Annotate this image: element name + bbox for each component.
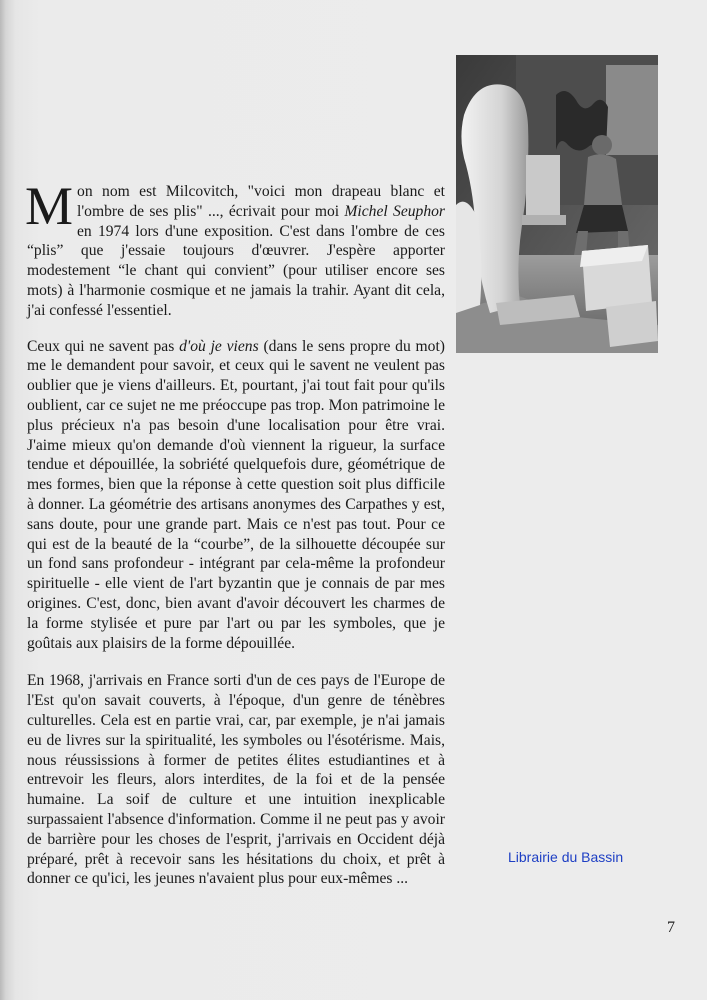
- paragraph-origins-text-1: Ceux qui ne savent pas: [27, 337, 180, 355]
- paragraph-arrival-text: En 1968, j'arrivais en France sorti d'un de ces pays de l'Europe de l'Est qu'on savait couverts, à l'époque, d'un genre de ténèbres culturelles. Cela est en partie vrai, car, par exemple, je n'ai jamais eu de livres sur la spiritualité, les symboles ou l'ésotérisme. Mais, nous réussissions à former de petites élites estudiantines et à entrevoir les fleurs, alors interdites, de la foi et de la pensée humaine. La soif de culture et une intuition inexplicable surpassaient l'absence d'information. Comme il ne peut pas y avoir de barrière pour les choses de l'esprit, j'arrivais en Occident déjà préparé, prêt à recevoir sans les hésitations du choix, et prêt à donner ce qu'ici, les jeunes n'avaient plus pour eux-mêmes ...: [27, 672, 445, 888]
- paragraph-intro-text-2: en 1974 lors d'une exposition. C'est dans l'ombre de ces “plis” que j'essaie toujours d'œuvrer. J'espère apporter modestement “le chant qui convient” (pour utiliser encore ses mots) à l'harmonie cosmique et ne jamais la trahir. Ayant dit cela, j'ai confessé l'essentiel.: [27, 222, 445, 319]
- page-number: 7: [667, 919, 675, 936]
- drop-cap: M: [25, 176, 74, 236]
- paragraph-origins-text-2: (dans le sens propre du mot) me le demandent pour savoir, et ceux qui le savent ne veulent pas oublier que je viens d'ailleurs. Et, pourtant, j'ai tout fait pour qu'ils oublient, car ce sujet ne me préoccupe pas trop. Mon patrimoine le plus précieux n'a pas besoin d'une localisation pour être vrai. J'aime mieux qu'on demande d'où viennent la rigueur, la surface tendue et dépouillée, la sobriété quelquefois dure, géométrique de mes formes, bien que la réponse à cette question soit plus difficile à donner. La géométrie des artisans anonymes des Carpathes y est, sans doute, pour une grande part. Mais ce n'est pas tout. Pour ce qui est de la beauté de la “courbe”, de la silhouette découpée sur un fond sans profondeur - intégrant par cela-même la profondeur spirituelle - elle vient de l'art byzantin que je connais de par mes origines. C'est, donc, bien avant d'avoir découvert les charmes de la forme stylisée et pure par l'art ou par les symboles, que je goûtais aux plaisirs de la forme dépouillée.: [27, 337, 445, 652]
- sculptor-photo-drawing: [456, 55, 658, 353]
- paragraph-intro: [25, 176, 445, 321]
- author-name-italic: Michel Seuphor: [344, 202, 445, 220]
- paragraph-intro-text-1: on nom est Milcovitch, "voici mon drapeau blanc et l'ombre de ses plis" ..., écrivait pour moi: [77, 183, 445, 220]
- origins-phrase-italic: d'où je viens: [179, 337, 259, 355]
- text-column: [25, 176, 445, 907]
- paragraph-origins: [27, 337, 445, 654]
- bookseller-watermark: Librairie du Bassin: [508, 849, 624, 865]
- sculptor-photo: [456, 55, 658, 353]
- paragraph-arrival-1968: [27, 671, 445, 889]
